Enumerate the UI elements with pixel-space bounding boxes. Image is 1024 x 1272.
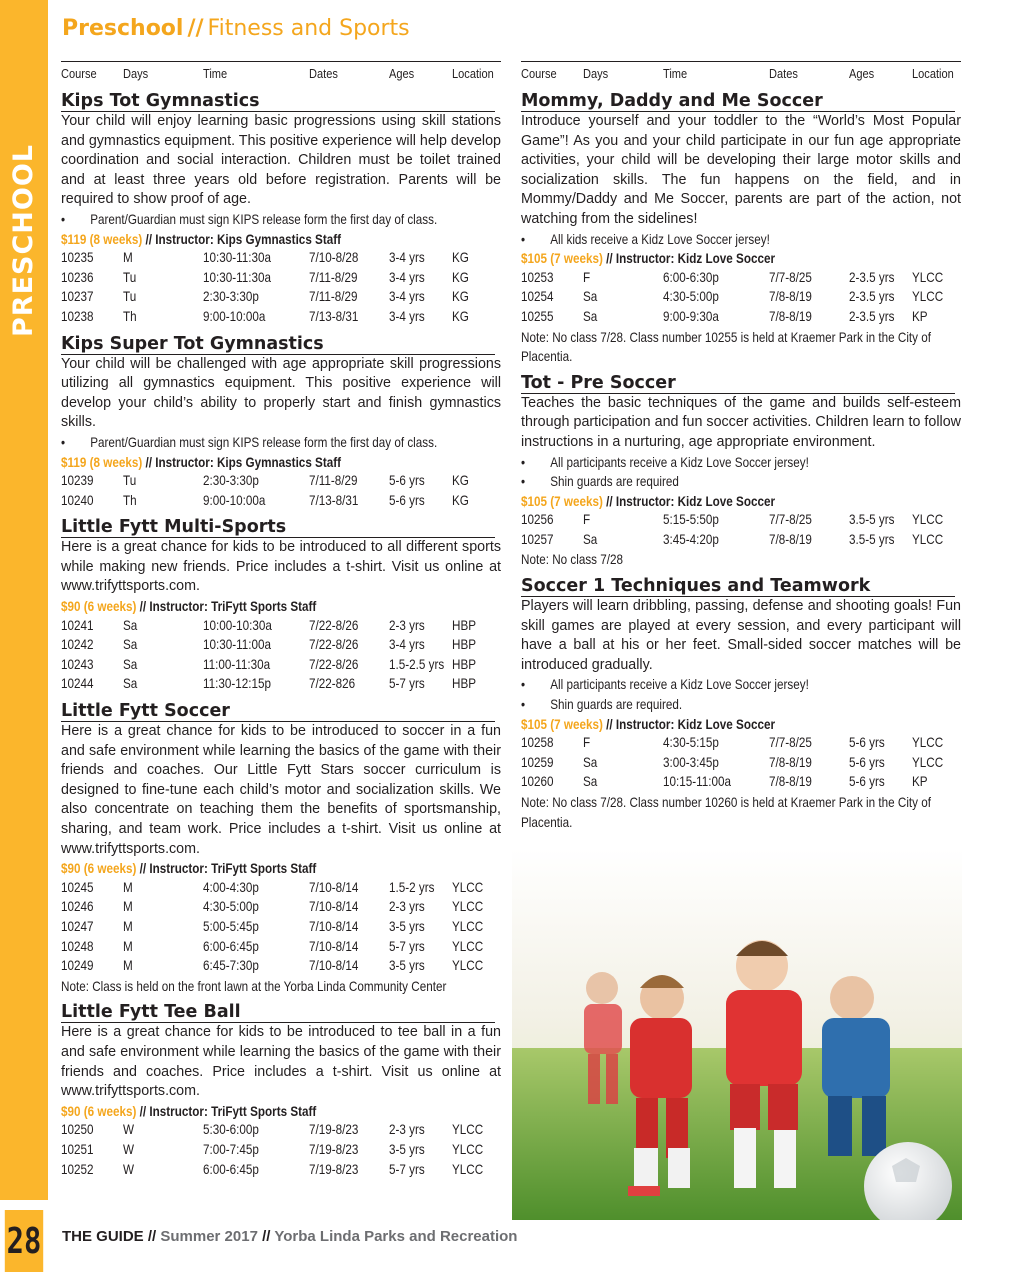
cell-dates: 7/7-8/25 xyxy=(769,735,812,751)
cell-course-number: 10235 xyxy=(61,250,94,266)
right-column xyxy=(521,61,961,832)
cell-time: 9:00-10:00a xyxy=(203,308,266,324)
price-line xyxy=(61,859,439,879)
footer-season: Summer 2017 xyxy=(160,1228,258,1245)
cell-course-number: 10254 xyxy=(521,289,554,305)
bullet-text: All participants receive a Kidz Love Soccer jersey! xyxy=(550,454,809,470)
course-section xyxy=(521,373,961,570)
cell-dates: 7/11-8/29 xyxy=(309,269,358,285)
page-title-subcategory: Fitness and Sports xyxy=(207,16,410,41)
column-header-dates: Dates xyxy=(309,66,338,81)
cell-course-number: 10241 xyxy=(61,617,94,633)
cell-dates: 7/7-8/25 xyxy=(769,512,812,528)
course-title: Soccer 1 Techniques and Teamwork xyxy=(521,576,955,597)
instructor: // Instructor: Kips Gymnastics Staff xyxy=(145,454,342,470)
cell-time: 10:30-11:30a xyxy=(203,250,272,266)
page-title-separator: // xyxy=(187,16,204,41)
cell-day: W xyxy=(123,1141,135,1157)
cell-dates: 7/8-8/19 xyxy=(769,289,812,305)
cell-day: W xyxy=(123,1161,135,1177)
cell-dates: 7/13-8/31 xyxy=(309,308,359,324)
cell-time: 7:00-7:45p xyxy=(203,1141,259,1157)
column-header-ages: Ages xyxy=(849,66,875,81)
cell-dates: 7/22-8/26 xyxy=(309,656,359,672)
cell-time: 4:00-4:30p xyxy=(203,879,259,895)
cell-ages: 5-7 yrs xyxy=(389,676,425,692)
cell-location: YLCC xyxy=(452,938,484,954)
cell-time: 3:00-3:45p xyxy=(663,754,719,770)
course-description: Here is a great chance for kids to be introduced to all different sports while making new friends. Price includes a t-shirt. Visit us online at www.trifyttsports.com. xyxy=(61,539,501,595)
cell-dates: 7/8-8/19 xyxy=(769,531,812,547)
table-row xyxy=(61,636,501,656)
cell-course-number: 10244 xyxy=(61,676,94,692)
cell-dates: 7/11-8/29 xyxy=(309,289,358,305)
course-section xyxy=(521,91,961,367)
cell-day: F xyxy=(583,735,591,751)
cell-time: 9:00-9:30a xyxy=(663,308,719,324)
cell-time: 3:45-4:20p xyxy=(663,531,719,547)
bullet-dot: • xyxy=(521,231,526,247)
cell-time: 11:30-12:15p xyxy=(203,676,272,692)
cell-course-number: 10248 xyxy=(61,938,94,954)
cell-time: 6:00-6:30p xyxy=(663,269,719,285)
table-row xyxy=(61,1141,501,1161)
cell-location: YLCC xyxy=(912,269,944,285)
sidebar-band xyxy=(0,0,48,1200)
course-title: Little Fytt Multi-Sports xyxy=(61,517,495,538)
table-row xyxy=(61,898,501,918)
table-row xyxy=(61,492,501,512)
instructor: // Instructor: Kidz Love Soccer xyxy=(606,493,776,509)
cell-ages: 5-6 yrs xyxy=(849,735,885,751)
cell-course-number: 10256 xyxy=(521,512,554,528)
cell-dates: 7/19-8/23 xyxy=(309,1161,359,1177)
column-header-time: Time xyxy=(663,66,688,81)
cell-day: Sa xyxy=(583,754,598,770)
cell-time: 5:00-5:45p xyxy=(203,918,259,934)
cell-time: 6:45-7:30p xyxy=(203,958,259,974)
table-row xyxy=(61,675,501,695)
cell-dates: 7/7-8/25 xyxy=(769,269,812,285)
cell-day: Sa xyxy=(123,637,138,653)
cell-location: YLCC xyxy=(452,1122,484,1138)
cell-course-number: 10255 xyxy=(521,308,554,324)
course-bullet xyxy=(61,433,439,453)
cell-dates: 7/8-8/19 xyxy=(769,308,812,324)
cell-time: 4:30-5:00p xyxy=(203,899,259,915)
cell-location: KP xyxy=(912,308,928,324)
cell-dates: 7/8-8/19 xyxy=(769,754,812,770)
price: $105 (7 weeks) xyxy=(521,493,603,509)
page-title-category: Preschool xyxy=(62,16,184,41)
cell-ages: 3-4 yrs xyxy=(389,250,425,266)
course-description: Here is a great chance for kids to be introduced to tee ball in a fun and safe environment while learning the basics of the game with their friends and coaches. Price includes a t-shirt. Visit us online at www.trifyttsports.com. xyxy=(61,1024,501,1100)
instructor: // Instructor: TriFytt Sports Staff xyxy=(139,599,317,615)
table-row xyxy=(521,269,961,289)
cell-ages: 5-7 yrs xyxy=(389,1161,425,1177)
cell-location: KG xyxy=(452,492,469,508)
cell-course-number: 10247 xyxy=(61,918,94,934)
bullet-text: Shin guards are required xyxy=(550,474,679,490)
cell-ages: 5-6 yrs xyxy=(389,473,425,489)
cell-time: 10:30-11:30a xyxy=(203,269,272,285)
cell-ages: 3.5-5 yrs xyxy=(849,531,895,547)
bullet-text: All kids receive a Kidz Love Soccer jersey! xyxy=(550,231,770,247)
footer-guide: THE GUIDE // xyxy=(62,1228,157,1245)
table-row xyxy=(61,249,501,269)
cell-dates: 7/10-8/14 xyxy=(309,938,359,954)
course-note: Note: No class 7/28. Class number 10260 is held at Kraemer Park in the City of Placentia. xyxy=(521,795,932,830)
cell-day: Sa xyxy=(123,676,138,692)
cell-ages: 3-4 yrs xyxy=(389,269,425,285)
column-header-time: Time xyxy=(203,66,228,81)
table-row xyxy=(61,1161,501,1181)
cell-course-number: 10251 xyxy=(61,1141,94,1157)
cell-location: YLCC xyxy=(912,735,944,751)
cell-ages: 3-4 yrs xyxy=(389,637,425,653)
cell-course-number: 10245 xyxy=(61,879,94,895)
cell-location: YLCC xyxy=(452,899,484,915)
course-bullet xyxy=(61,210,439,230)
cell-day: M xyxy=(123,879,133,895)
cell-ages: 3-5 yrs xyxy=(389,1141,425,1157)
cell-location: YLCC xyxy=(452,918,484,934)
bullet-text: Shin guards are required. xyxy=(550,697,683,713)
column-header xyxy=(521,61,961,85)
cell-location: KG xyxy=(452,250,469,266)
instructor: // Instructor: TriFytt Sports Staff xyxy=(139,861,317,877)
column-header-location: Location xyxy=(912,66,954,81)
cell-day: M xyxy=(123,899,133,915)
course-description: Your child will enjoy learning basic progressions using skill stations and gymnastics equipment. This positive experience will help develop coordination and social interaction. Children must be toilet trained and at least three years old before registration. Parents will be required to show proof of age. xyxy=(61,113,502,208)
cell-day: Sa xyxy=(583,308,598,324)
table-row xyxy=(61,918,501,938)
cell-ages: 2-3.5 yrs xyxy=(849,289,895,305)
price: $119 (8 weeks) xyxy=(61,454,143,470)
course-description: Teaches the basic techniques of the game and builds self-esteem through participation and fun soccer activities. Children learn to follow instructions in a nurturing, age appropriate environment. xyxy=(521,394,961,450)
cell-time: 2:30-3:30p xyxy=(203,289,259,305)
cell-ages: 3-5 yrs xyxy=(389,958,425,974)
price-line xyxy=(61,230,439,250)
cell-course-number: 10252 xyxy=(61,1161,94,1177)
price: $105 (7 weeks) xyxy=(521,251,603,267)
cell-location: YLCC xyxy=(912,754,944,770)
cell-location: YLCC xyxy=(452,879,484,895)
course-section xyxy=(61,1002,501,1180)
course-bullet xyxy=(521,472,899,492)
course-description: Your child will be challenged with age appropriate skill progressions utilizing all gymnastics equipment. This positive experience will develop your child’s ability to properly start and finish gymnastics skills. xyxy=(61,355,501,431)
sidebar-label xyxy=(3,140,43,340)
cell-time: 6:00-6:45p xyxy=(203,938,259,954)
table-row xyxy=(521,511,961,531)
cell-dates: 7/19-8/23 xyxy=(309,1141,359,1157)
cell-location: HBP xyxy=(452,656,477,672)
course-bullet xyxy=(521,453,899,473)
column-header xyxy=(61,61,501,85)
cell-day: Tu xyxy=(123,269,137,285)
cell-location: HBP xyxy=(452,637,477,653)
cell-course-number: 10243 xyxy=(61,656,94,672)
cell-course-number: 10259 xyxy=(521,754,554,770)
table-row xyxy=(521,531,961,551)
footer-separator: // xyxy=(262,1228,271,1245)
cell-day: M xyxy=(123,958,133,974)
cell-ages: 3-5 yrs xyxy=(389,918,425,934)
instructor: // Instructor: Kips Gymnastics Staff xyxy=(145,231,342,247)
table-row xyxy=(61,879,501,899)
cell-day: Sa xyxy=(123,656,138,672)
bullet-dot: • xyxy=(521,697,526,713)
cell-day: Sa xyxy=(583,289,598,305)
cell-location: KG xyxy=(452,473,469,489)
footer-org: Yorba Linda Parks and Recreation xyxy=(274,1228,518,1245)
cell-location: YLCC xyxy=(912,512,944,528)
course-section xyxy=(61,701,501,996)
cell-time: 9:00-10:00a xyxy=(203,492,266,508)
column-header-location: Location xyxy=(452,66,494,81)
cell-day: Tu xyxy=(123,289,137,305)
price-line xyxy=(61,453,439,473)
instructor: // Instructor: Kidz Love Soccer xyxy=(606,251,776,267)
left-column xyxy=(61,61,501,1180)
cell-location: YLCC xyxy=(452,958,484,974)
price: $90 (6 weeks) xyxy=(61,1103,137,1119)
cell-day: Sa xyxy=(583,774,598,790)
cell-location: HBP xyxy=(452,676,477,692)
cell-ages: 5-7 yrs xyxy=(389,938,425,954)
table-row xyxy=(61,269,501,289)
course-title: Little Fytt Soccer xyxy=(61,701,495,722)
course-section xyxy=(61,334,501,512)
cell-ages: 2-3 yrs xyxy=(389,1122,425,1138)
course-section xyxy=(61,91,501,328)
cell-day: F xyxy=(583,512,591,528)
table-row xyxy=(521,734,961,754)
cell-course-number: 10249 xyxy=(61,958,94,974)
cell-dates: 7/10-8/14 xyxy=(309,958,359,974)
cell-ages: 1.5-2 yrs xyxy=(389,879,435,895)
cell-dates: 7/22-826 xyxy=(309,676,356,692)
cell-dates: 7/22-8/26 xyxy=(309,637,359,653)
bullet-dot: • xyxy=(521,677,526,693)
cell-ages: 3.5-5 yrs xyxy=(849,512,895,528)
cell-ages: 2-3.5 yrs xyxy=(849,269,895,285)
course-note: Note: No class 7/28 xyxy=(521,552,624,568)
price: $90 (6 weeks) xyxy=(61,599,137,615)
cell-time: 4:30-5:15p xyxy=(663,735,719,751)
cell-day: M xyxy=(123,250,133,266)
cell-time: 10:30-11:00a xyxy=(203,637,272,653)
course-description: Here is a great chance for kids to be introduced to soccer in a fun and safe environment while learning the basics of the game with their friends and coaches. Our Little Fytt Stars soccer curriculum is designed to fine-tune each child’s motor and socialization skills. We also concentrate on teaching them the benefits of sportsmanship, sharing, and team work. Price includes a t-shirt. Visit us online at www.trifyttsports.com. xyxy=(61,723,501,857)
bullet-text: Parent/Guardian must sign KIPS release form the first day of class. xyxy=(90,211,438,227)
cell-time: 11:00-11:30a xyxy=(203,656,271,672)
table-row xyxy=(521,308,961,328)
course-section xyxy=(521,576,961,832)
cell-course-number: 10238 xyxy=(61,308,94,324)
cell-ages: 3-4 yrs xyxy=(389,308,425,324)
cell-course-number: 10246 xyxy=(61,899,94,915)
footer xyxy=(62,1228,517,1245)
course-bullet xyxy=(521,695,899,715)
course-bullet xyxy=(521,675,899,695)
cell-time: 5:30-6:00p xyxy=(203,1122,259,1138)
course-bullet xyxy=(521,230,899,250)
price-line xyxy=(521,715,899,735)
bullet-text: Parent/Guardian must sign KIPS release form the first day of class. xyxy=(90,434,438,450)
instructor: // Instructor: TriFytt Sports Staff xyxy=(139,1103,317,1119)
cell-day: Th xyxy=(123,308,137,324)
cell-course-number: 10257 xyxy=(521,531,554,547)
bullet-dot: • xyxy=(61,211,66,227)
course-note: Note: Class is held on the front lawn at the Yorba Linda Community Center xyxy=(61,978,447,994)
table-row xyxy=(61,472,501,492)
table-row xyxy=(61,617,501,637)
cell-location: KG xyxy=(452,289,469,305)
cell-location: KG xyxy=(452,308,469,324)
table-row xyxy=(61,288,501,308)
cell-ages: 2-3.5 yrs xyxy=(849,308,895,324)
table-row xyxy=(61,656,501,676)
cell-course-number: 10239 xyxy=(61,473,94,489)
cell-day: M xyxy=(123,938,133,954)
cell-dates: 7/10-8/14 xyxy=(309,918,359,934)
price: $90 (6 weeks) xyxy=(61,861,137,877)
cell-day: Sa xyxy=(583,531,598,547)
price-line xyxy=(61,1102,439,1122)
cell-location: YLCC xyxy=(912,531,944,547)
cell-dates: 7/19-8/23 xyxy=(309,1122,359,1138)
cell-course-number: 10260 xyxy=(521,774,554,790)
page-number: 28 xyxy=(5,1210,43,1272)
course-description: Players will learn dribbling, passing, defense and shooting goals! Fun skill games are played at every session, and every participant will have a ball at his or her feet. Small-sided soccer matches will be introduced gradually. xyxy=(521,598,961,673)
cell-ages: 3-4 yrs xyxy=(389,289,425,305)
table-row xyxy=(61,1121,501,1141)
bullet-dot: • xyxy=(61,434,66,450)
column-header-days: Days xyxy=(583,66,609,81)
course-title: Kips Super Tot Gymnastics xyxy=(61,334,495,355)
cell-day: W xyxy=(123,1122,135,1138)
cell-dates: 7/13-8/31 xyxy=(309,492,359,508)
cell-ages: 1.5-2.5 yrs xyxy=(389,656,445,672)
cell-location: YLCC xyxy=(452,1161,484,1177)
course-section xyxy=(61,517,501,695)
cell-day: M xyxy=(123,918,133,934)
cell-day: F xyxy=(583,269,591,285)
cell-ages: 5-6 yrs xyxy=(389,492,425,508)
cell-course-number: 10258 xyxy=(521,735,554,751)
course-title: Little Fytt Tee Ball xyxy=(61,1002,495,1023)
cell-ages: 5-6 yrs xyxy=(849,774,885,790)
column-header-days: Days xyxy=(123,66,149,81)
cell-course-number: 10237 xyxy=(61,289,94,305)
cell-day: Tu xyxy=(123,473,137,489)
bullet-text: All participants receive a Kidz Love Soccer jersey! xyxy=(550,677,809,693)
cell-time: 6:00-6:45p xyxy=(203,1161,259,1177)
cell-ages: 2-3 yrs xyxy=(389,899,425,915)
cell-dates: 7/22-8/26 xyxy=(309,617,359,633)
column-header-dates: Dates xyxy=(769,66,798,81)
soccer-kids-photo xyxy=(512,848,962,1220)
course-title: Mommy, Daddy and Me Soccer xyxy=(521,91,955,112)
bullet-dot: • xyxy=(521,454,526,470)
course-title: Kips Tot Gymnastics xyxy=(61,91,495,112)
cell-dates: 7/8-8/19 xyxy=(769,774,812,790)
cell-course-number: 10242 xyxy=(61,637,94,653)
cell-location: KP xyxy=(912,774,928,790)
cell-location: HBP xyxy=(452,617,477,633)
column-header-course: Course xyxy=(61,66,97,81)
cell-course-number: 10250 xyxy=(61,1122,94,1138)
cell-time: 2:30-3:30p xyxy=(203,473,259,489)
cell-course-number: 10253 xyxy=(521,269,554,285)
cell-dates: 7/11-8/29 xyxy=(309,473,358,489)
cell-time: 5:15-5:50p xyxy=(663,512,719,528)
course-title: Tot - Pre Soccer xyxy=(521,373,955,394)
price: $119 (8 weeks) xyxy=(61,231,143,247)
cell-time: 10:15-11:00a xyxy=(663,774,732,790)
cell-location: YLCC xyxy=(452,1141,484,1157)
page-title xyxy=(62,16,410,41)
cell-course-number: 10236 xyxy=(61,269,94,285)
table-row xyxy=(521,773,961,793)
cell-time: 10:00-10:30a xyxy=(203,617,272,633)
bullet-dot: • xyxy=(521,474,526,490)
cell-time: 4:30-5:00p xyxy=(663,289,719,305)
cell-dates: 7/10-8/28 xyxy=(309,250,359,266)
column-header-course: Course xyxy=(521,66,557,81)
table-row xyxy=(61,938,501,958)
course-note: Note: No class 7/28. Class number 10255 is held at Kraemer Park in the City of Placentia. xyxy=(521,329,932,365)
table-row xyxy=(61,308,501,328)
instructor: // Instructor: Kidz Love Soccer xyxy=(606,716,776,732)
column-header-ages: Ages xyxy=(389,66,415,81)
table-row xyxy=(61,957,501,977)
price-line xyxy=(521,249,899,269)
cell-ages: 5-6 yrs xyxy=(849,754,885,770)
cell-day: Sa xyxy=(123,617,138,633)
table-row xyxy=(521,288,961,308)
price-line xyxy=(61,597,439,617)
cell-dates: 7/10-8/14 xyxy=(309,879,359,895)
table-row xyxy=(521,754,961,774)
sidebar-label-text: PRESCHOOL xyxy=(7,143,39,337)
price-line xyxy=(521,492,899,512)
course-description: Introduce yourself and your toddler to the “World’s Most Popular Game”! As you and your child participate in our fun age appropriate activities, your child will be developing their large motor skills and socialization skills. The fun happens on the field, and in Mommy/Daddy and Me Soccer, parents are part of the action, not watching from the sidelines! xyxy=(521,113,961,227)
cell-course-number: 10240 xyxy=(61,492,94,508)
cell-day: Th xyxy=(123,492,137,508)
price: $105 (7 weeks) xyxy=(521,716,603,732)
cell-location: KG xyxy=(452,269,469,285)
cell-ages: 2-3 yrs xyxy=(389,617,425,633)
cell-dates: 7/10-8/14 xyxy=(309,899,359,915)
cell-location: YLCC xyxy=(912,289,944,305)
